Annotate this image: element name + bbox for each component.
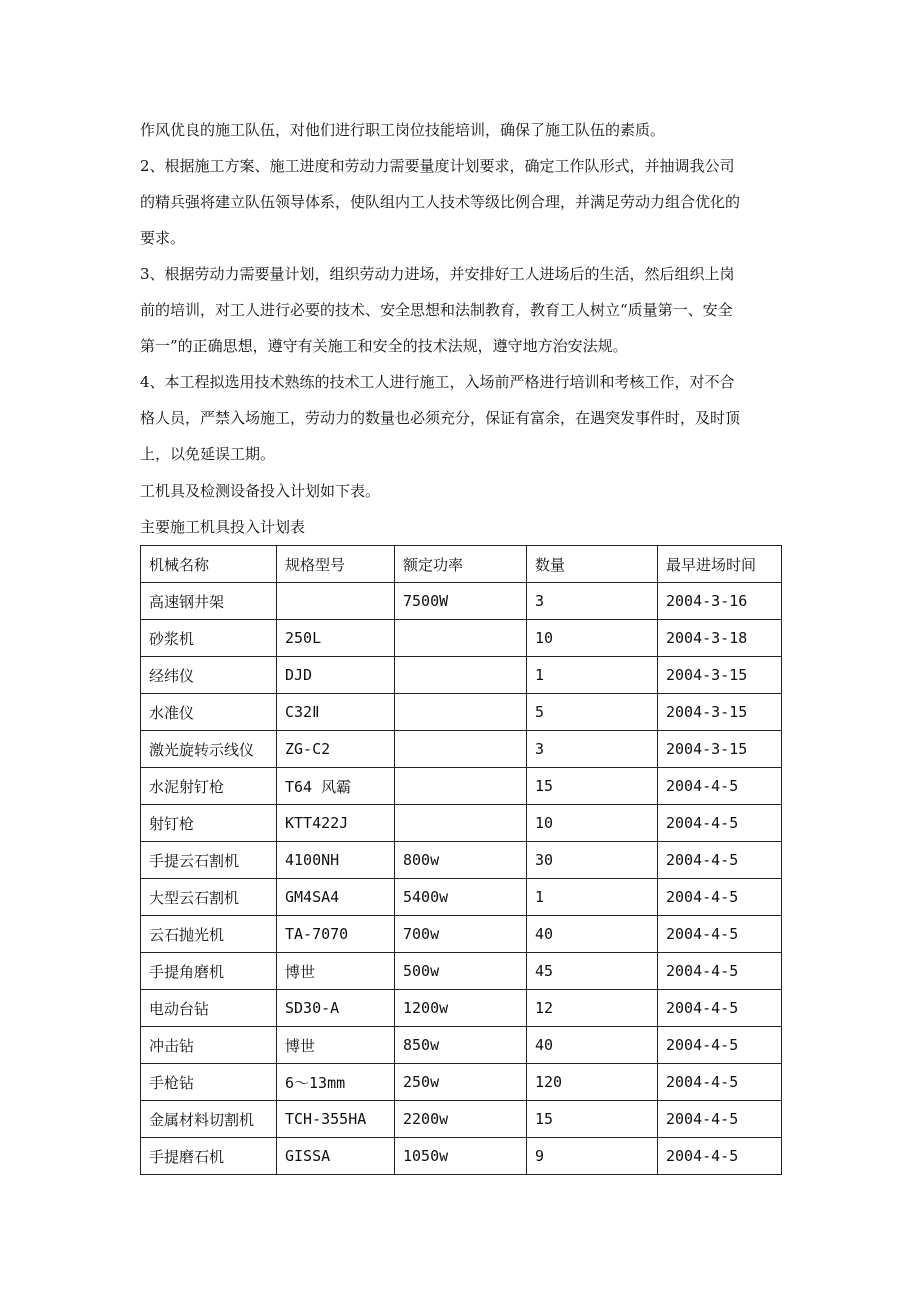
rated-power-cell: 500w xyxy=(395,953,527,990)
model-cell: DJD xyxy=(277,657,395,694)
rated-power-cell xyxy=(395,805,527,842)
rated-power-cell xyxy=(395,620,527,657)
header-model: 规格型号 xyxy=(277,546,395,583)
text-line: 格人员，严禁入场施工，劳动力的数量也必须充分，保证有富余，在遇突发事件时，及时顶 xyxy=(140,409,741,427)
table-header-row xyxy=(141,546,782,583)
machine-name-cell: 电动台钻 xyxy=(141,990,277,1027)
quantity-cell: 12 xyxy=(527,990,658,1027)
machine-name-cell: 金属材料切割机 xyxy=(141,1101,277,1138)
machine-name-cell: 射钉枪 xyxy=(141,805,277,842)
entry-date-cell: 2004-3-15 xyxy=(658,657,782,694)
entry-date-cell: 2004-4-5 xyxy=(658,1101,782,1138)
table-row xyxy=(141,620,782,657)
rated-power-cell: 7500W xyxy=(395,583,527,620)
model-cell: 6～13mm xyxy=(277,1064,395,1101)
entry-date-cell: 2004-3-15 xyxy=(658,731,782,768)
text-line: 工机具及检测设备投入计划如下表。 xyxy=(140,482,381,500)
table-caption xyxy=(140,509,790,545)
paragraph-point-3 xyxy=(140,256,790,364)
model-cell: TA-7070 xyxy=(277,916,395,953)
entry-date-cell: 2004-4-5 xyxy=(658,805,782,842)
model-cell: 250L xyxy=(277,620,395,657)
machine-name-cell: 云石抛光机 xyxy=(141,916,277,953)
model-cell: TCH-355HA xyxy=(277,1101,395,1138)
table-row xyxy=(141,1064,782,1101)
quantity-cell: 9 xyxy=(527,1138,658,1175)
table-row xyxy=(141,657,782,694)
text-line: 2、根据施工方案、施工进度和劳动力需要量度计划要求，确定工作队形式，并抽调我公司 xyxy=(140,157,735,175)
entry-date-cell: 2004-4-5 xyxy=(658,1064,782,1101)
table-row xyxy=(141,953,782,990)
text-line: 前的培训，对工人进行必要的技术、安全思想和法制教育，教育工人树立“质量第一、安全 xyxy=(140,301,733,319)
text-line: 作风优良的施工队伍，对他们进行职工岗位技能培训，确保了施工队伍的素质。 xyxy=(140,121,666,139)
model-cell: ZG-C2 xyxy=(277,731,395,768)
rated-power-cell xyxy=(395,694,527,731)
quantity-cell: 3 xyxy=(527,731,658,768)
table-row xyxy=(141,916,782,953)
entry-date-cell: 2004-4-5 xyxy=(658,1138,782,1175)
machine-name-cell: 手提云石割机 xyxy=(141,842,277,879)
entry-date-cell: 2004-4-5 xyxy=(658,1027,782,1064)
rated-power-cell: 1200w xyxy=(395,990,527,1027)
model-cell: 博世 xyxy=(277,1027,395,1064)
machine-name-cell: 激光旋转示线仪 xyxy=(141,731,277,768)
rated-power-cell: 850w xyxy=(395,1027,527,1064)
rated-power-cell: 250w xyxy=(395,1064,527,1101)
quantity-cell: 45 xyxy=(527,953,658,990)
machine-name-cell: 冲击钻 xyxy=(141,1027,277,1064)
model-cell: 博世 xyxy=(277,953,395,990)
paragraph-equipment-intro xyxy=(140,473,790,509)
quantity-cell: 1 xyxy=(527,657,658,694)
table-row xyxy=(141,1101,782,1138)
table-row xyxy=(141,842,782,879)
rated-power-cell: 800w xyxy=(395,842,527,879)
quantity-cell: 5 xyxy=(527,694,658,731)
quantity-cell: 10 xyxy=(527,805,658,842)
entry-date-cell: 2004-4-5 xyxy=(658,953,782,990)
rated-power-cell xyxy=(395,731,527,768)
model-cell: SD30-A xyxy=(277,990,395,1027)
machine-name-cell: 手提磨石机 xyxy=(141,1138,277,1175)
header-machine-name: 机械名称 xyxy=(141,546,277,583)
text-line: 4、本工程拟选用技术熟练的技术工人进行施工，入场前严格进行培训和考核工作，对不合 xyxy=(140,373,735,391)
entry-date-cell: 2004-4-5 xyxy=(658,768,782,805)
table-row xyxy=(141,1027,782,1064)
quantity-cell: 40 xyxy=(527,1027,658,1064)
entry-date-cell: 2004-3-16 xyxy=(658,583,782,620)
paragraph-point-2 xyxy=(140,148,790,256)
model-cell: C32Ⅱ xyxy=(277,694,395,731)
machine-name-cell: 经纬仪 xyxy=(141,657,277,694)
equipment-table xyxy=(140,545,782,1175)
header-quantity: 数量 xyxy=(527,546,658,583)
rated-power-cell: 2200w xyxy=(395,1101,527,1138)
quantity-cell: 30 xyxy=(527,842,658,879)
model-cell: KTT422J xyxy=(277,805,395,842)
header-entry-date: 最早进场时间 xyxy=(658,546,782,583)
paragraph-team-quality xyxy=(140,112,790,148)
text-line: 第一”的正确思想，遵守有关施工和安全的技术法规，遵守地方治安法规。 xyxy=(140,337,628,355)
model-cell xyxy=(277,583,395,620)
rated-power-cell: 1050w xyxy=(395,1138,527,1175)
quantity-cell: 40 xyxy=(527,916,658,953)
machine-name-cell: 手枪钻 xyxy=(141,1064,277,1101)
table-row xyxy=(141,990,782,1027)
model-cell: 4100NH xyxy=(277,842,395,879)
text-line: 上，以免延误工期。 xyxy=(140,445,276,463)
machine-name-cell: 砂浆机 xyxy=(141,620,277,657)
text-line: 的精兵强将建立队伍领导体系，使队组内工人技术等级比例合理，并满足劳动力组合优化的 xyxy=(140,193,741,211)
table-row xyxy=(141,694,782,731)
model-cell: GM4SA4 xyxy=(277,879,395,916)
table-row xyxy=(141,731,782,768)
table-row xyxy=(141,805,782,842)
rated-power-cell xyxy=(395,657,527,694)
paragraph-point-4 xyxy=(140,364,790,472)
table-row xyxy=(141,879,782,916)
entry-date-cell: 2004-4-5 xyxy=(658,842,782,879)
entry-date-cell: 2004-3-18 xyxy=(658,620,782,657)
quantity-cell: 3 xyxy=(527,583,658,620)
quantity-cell: 15 xyxy=(527,768,658,805)
entry-date-cell: 2004-4-5 xyxy=(658,879,782,916)
model-cell: T64 风霸 xyxy=(277,768,395,805)
machine-name-cell: 水准仪 xyxy=(141,694,277,731)
machine-name-cell: 大型云石割机 xyxy=(141,879,277,916)
rated-power-cell: 700w xyxy=(395,916,527,953)
entry-date-cell: 2004-4-5 xyxy=(658,990,782,1027)
entry-date-cell: 2004-3-15 xyxy=(658,694,782,731)
quantity-cell: 120 xyxy=(527,1064,658,1101)
table-row xyxy=(141,1138,782,1175)
rated-power-cell: 5400w xyxy=(395,879,527,916)
entry-date-cell: 2004-4-5 xyxy=(658,916,782,953)
quantity-cell: 10 xyxy=(527,620,658,657)
machine-name-cell: 手提角磨机 xyxy=(141,953,277,990)
rated-power-cell xyxy=(395,768,527,805)
text-line: 要求。 xyxy=(140,229,186,247)
text-line: 主要施工机具投入计划表 xyxy=(140,518,306,536)
machine-name-cell: 水泥射钉枪 xyxy=(141,768,277,805)
quantity-cell: 15 xyxy=(527,1101,658,1138)
machine-name-cell: 高速钢井架 xyxy=(141,583,277,620)
header-rated-power: 额定功率 xyxy=(395,546,527,583)
text-line: 3、根据劳动力需要量计划，组织劳动力进场，并安排好工人进场后的生活，然后组织上岗 xyxy=(140,265,735,283)
table-row xyxy=(141,583,782,620)
model-cell: GISSA xyxy=(277,1138,395,1175)
table-row xyxy=(141,768,782,805)
quantity-cell: 1 xyxy=(527,879,658,916)
